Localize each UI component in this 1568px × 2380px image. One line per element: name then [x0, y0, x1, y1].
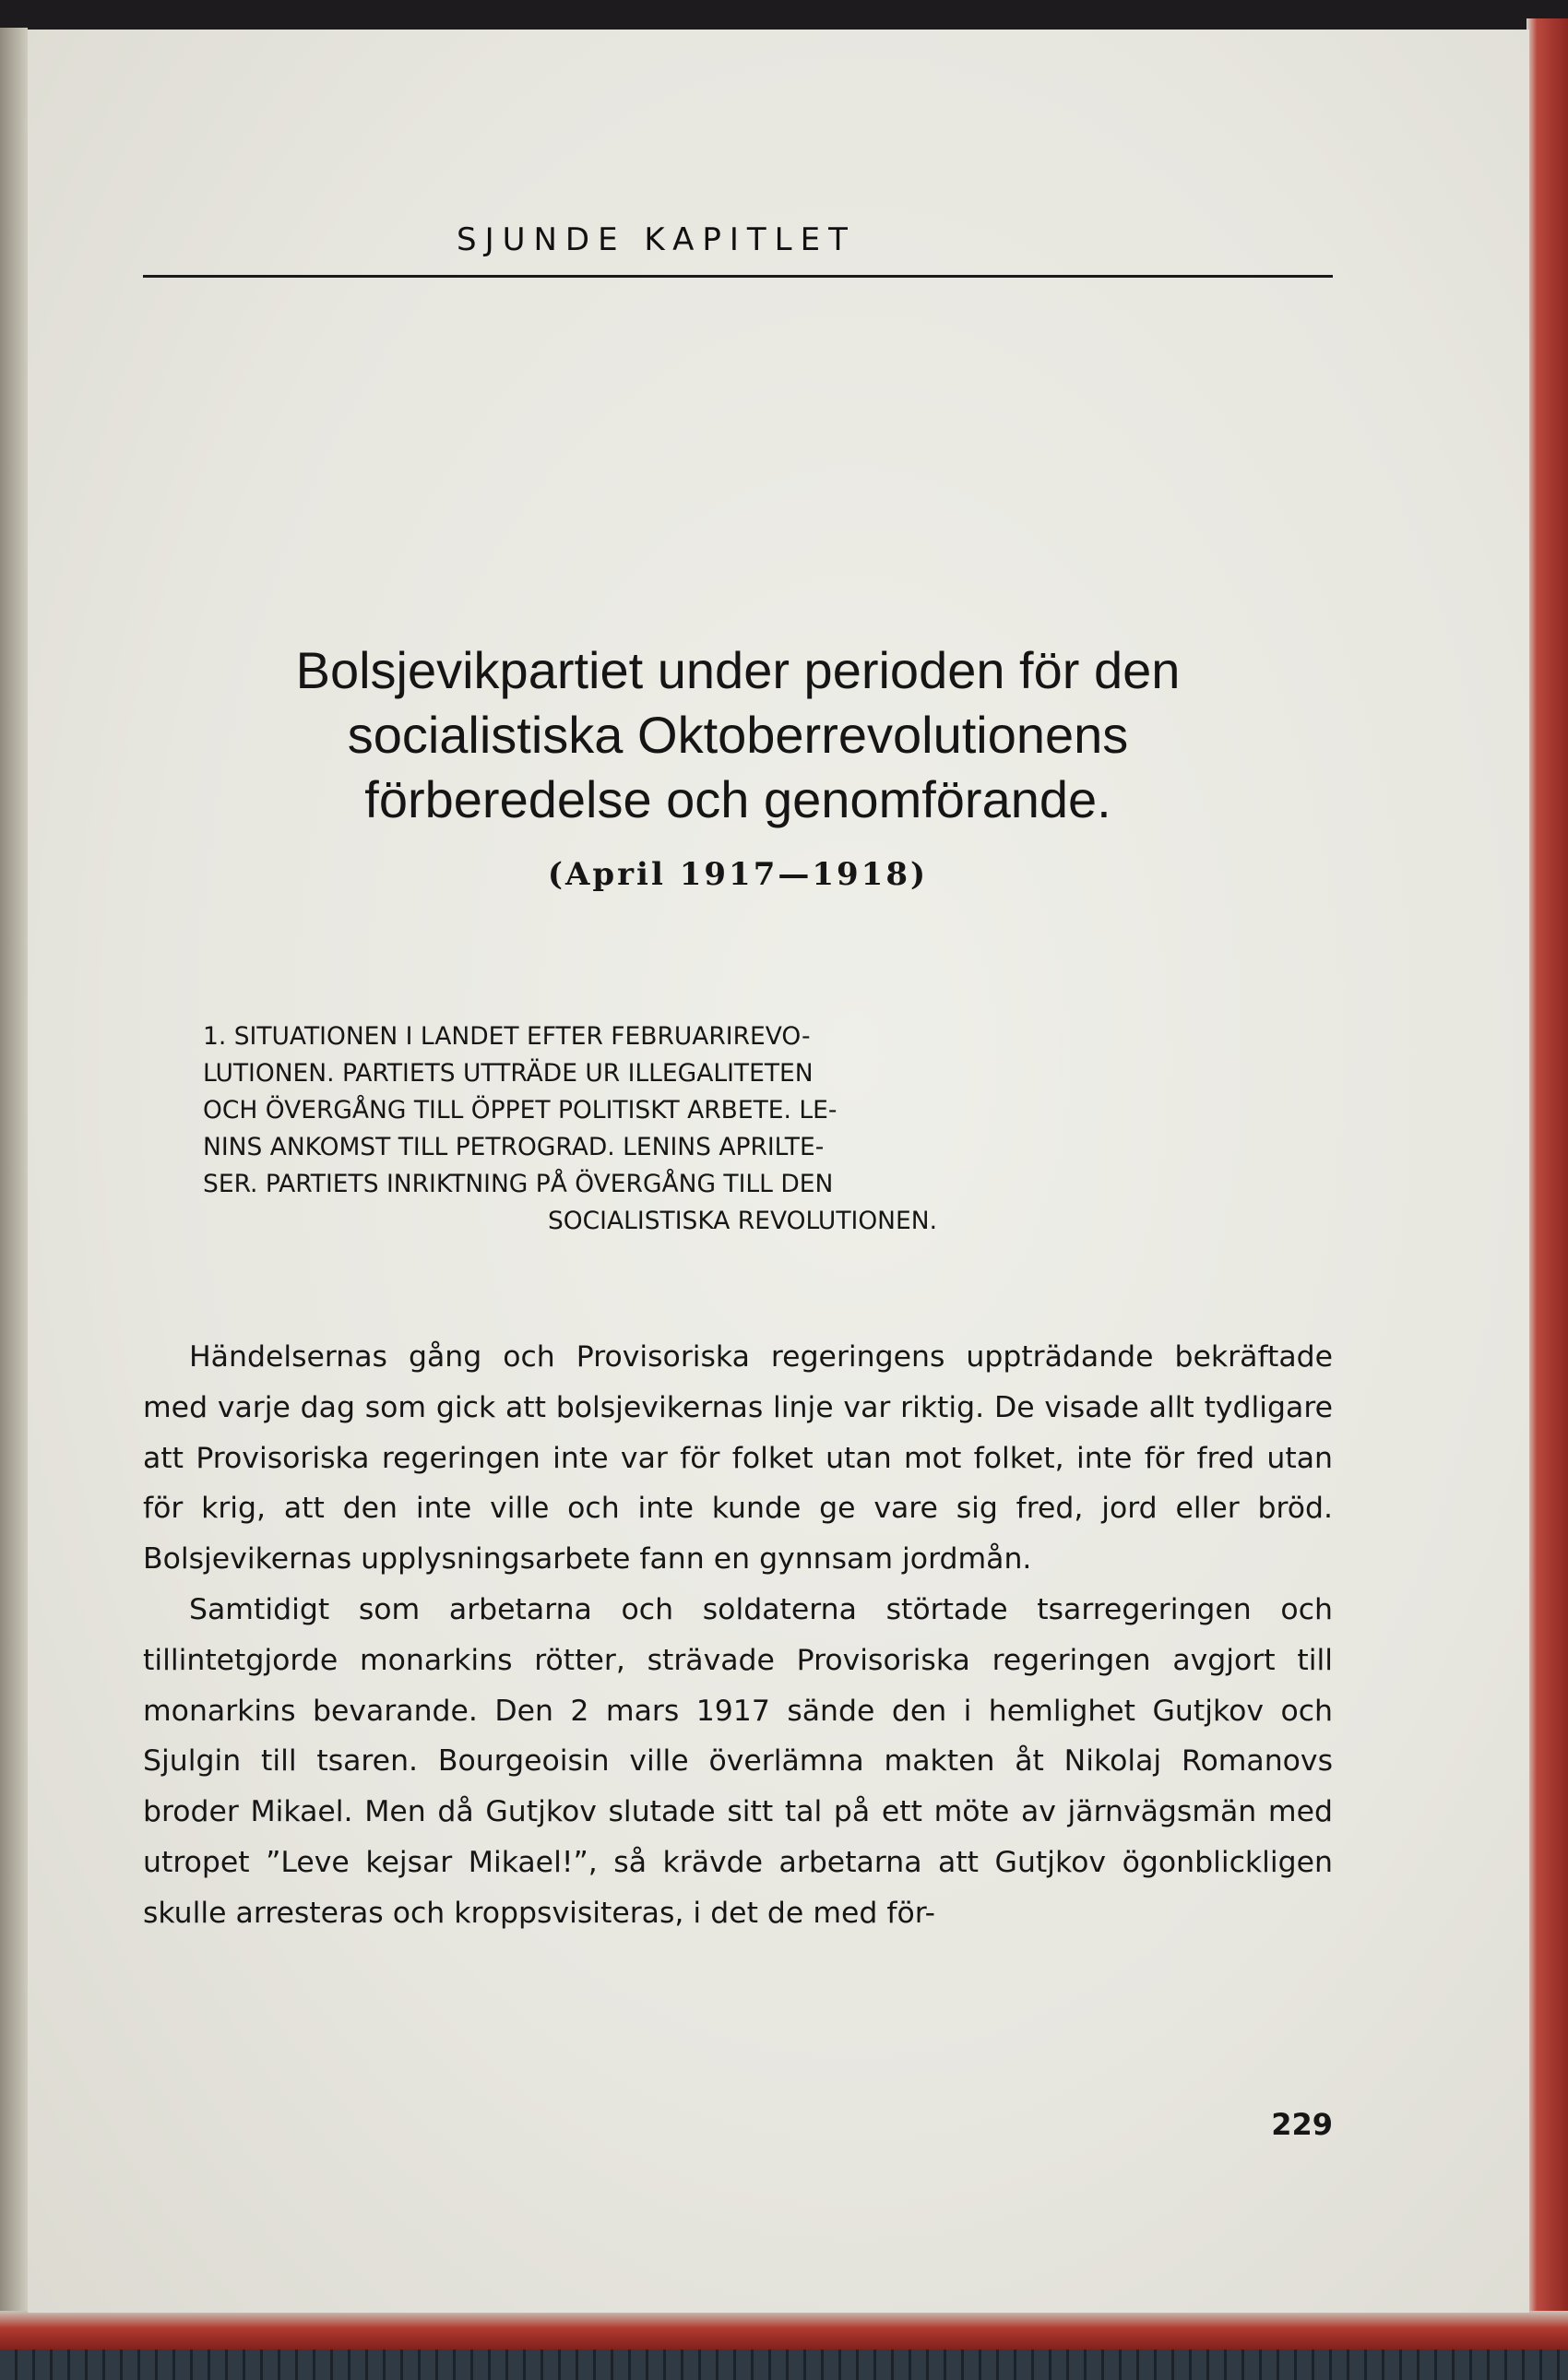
body-text: [143, 1332, 1333, 1939]
book-page: [28, 30, 1529, 2313]
book-edge-bottom: [0, 2311, 1568, 2350]
section-heading-line: SER. PARTIETS INRIKTNING PÅ ÖVERGÅNG TILL DEN: [203, 1170, 834, 1198]
chapter-title: [143, 638, 1333, 832]
body-paragraph: Samtidigt som arbetarna och soldaterna störtade tsarregeringen och tillintetgjorde monarkins rötter, strävade Provisoriska regeringen avgjort till monarkins bevarande. Den 2 mars 1917 sände den i hemlighet Gutjkov och Sjulgin till tsaren. Bourgeoisin ville överlämna makten åt Nikolaj Romanovs broder Mikael. Men då Gutjkov slutade sitt tal på ett möte av järnvägsmän med utropet ”Leve kejsar Mikael!”, så krävde arbetarna att Gutjkov ögonblickligen skulle arresteras och kroppsvisiteras, i det de med för-: [143, 1592, 1333, 1930]
book-edge-right: [1526, 18, 1568, 2343]
body-paragraph: Händelsernas gång och Provisoriska regeringens uppträdande bekräftade med varje dag som gick att bolsjevikernas linje var riktig. De visade allt tydligare att Provisoriska regeringen inte var för folket utan mot folket, inte för fred utan för krig, att den inte ville och inte kunde ge vare sig fred, jord eller bröd. Bolsjevikernas upplysningsarbete fann en gynnsam jordmån.: [143, 1340, 1333, 1577]
section-heading-line: LUTIONEN. PARTIETS UTTRÄDE UR ILLEGALITETEN: [203, 1059, 814, 1088]
chapter-title-line: förberedelse och genomförande.: [364, 770, 1111, 828]
chapter-title-line: Bolsjevikpartiet under perioden för den: [295, 641, 1181, 699]
section-heading-line: OCH ÖVERGÅNG TILL ÖPPET POLITISKT ARBETE. LE-: [203, 1096, 837, 1125]
scan-ruler: [0, 2350, 1568, 2380]
section-heading-line: 1. SITUATIONEN I LANDET EFTER FEBRUARIREVO-: [203, 1022, 811, 1051]
section-heading-line: SOCIALISTISKA REVOLUTIONEN.: [547, 1207, 937, 1235]
chapter-title-line: socialistiska Oktoberrevolutionens: [347, 706, 1129, 764]
section-heading: [203, 1018, 1282, 1240]
section-heading-line: NINS ANKOMST TILL PETROGRAD. LENINS APRILTE-: [203, 1133, 825, 1161]
page-number: 229: [1271, 2107, 1333, 2142]
header-rule: [143, 275, 1333, 278]
chapter-date-range: (April 1917—1918): [547, 856, 929, 893]
book-binding-edge: [0, 28, 28, 2315]
running-head: SJUNDE KAPITLET: [457, 221, 856, 258]
